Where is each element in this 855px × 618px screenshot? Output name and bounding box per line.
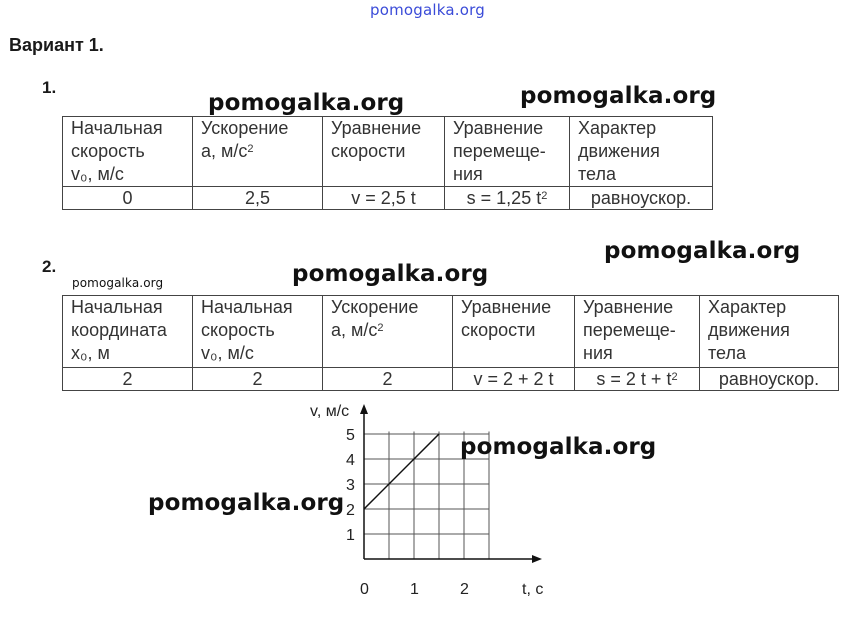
task1-header-a: Ускорение а, $м/с^2$	[193, 117, 323, 187]
x-axis-label: t, с	[522, 581, 544, 598]
watermark-3: pomogalka.org	[604, 238, 801, 264]
y-tick-label: 1	[346, 527, 355, 544]
watermark-5: pomogalka.org	[292, 261, 489, 287]
task2-header-a: Ускорение а, $м/с^2$	[323, 296, 453, 368]
y-axis-arrow	[360, 404, 368, 414]
watermark-1: pomogalka.org	[208, 90, 405, 116]
x-axis-arrow	[532, 555, 542, 563]
task1-value-v0: 0	[63, 187, 193, 210]
y-tick-label: 2	[346, 502, 355, 519]
watermark-2: pomogalka.org	[520, 83, 717, 109]
task2-header-v0: Начальная скорость v₀, м/с	[193, 296, 323, 368]
task1-value-row	[63, 187, 713, 210]
task2-number: 2.	[42, 257, 57, 276]
task2-value-velocity-eq: v = 2 + 2 t	[453, 368, 575, 391]
page-heading: Вариант 1.	[9, 35, 104, 55]
task2-value-x0: 2	[63, 368, 193, 391]
y-tick-label: 3	[346, 477, 355, 494]
task2-value-a: 2	[323, 368, 453, 391]
y-tick-label: 4	[346, 452, 355, 469]
x-tick-label: 0	[360, 581, 369, 598]
series-line	[364, 434, 439, 509]
task1-header-velocity-eq: Уравнение скорости	[323, 117, 445, 187]
task2-header-x0: Начальная координата x₀, м	[63, 296, 193, 368]
task2-value-displacement-eq: s = 2 $t + t^2$	[575, 368, 700, 391]
task2-value-row	[63, 368, 839, 391]
task2-value-v0: 2	[193, 368, 323, 391]
task2-header-velocity-eq: Уравнение скорости	[453, 296, 575, 368]
task2-header-row	[63, 296, 839, 368]
task1-header-v0: Начальная скорость v₀, м/с	[63, 117, 193, 187]
task1-header-row	[63, 117, 713, 187]
watermark-4: pomogalka.org	[72, 276, 164, 290]
task1-header-motion: Характер движения тела	[570, 117, 713, 187]
task2-header-motion: Характер движения тела	[700, 296, 839, 368]
task2-table	[62, 295, 839, 391]
watermark-7: pomogalka.org	[148, 490, 345, 516]
watermark-6: pomogalka.org	[460, 434, 657, 460]
task2-header-displacement-eq: Уравнение перемеще- ния	[575, 296, 700, 368]
top-watermark: pomogalka.org	[370, 1, 485, 19]
x-tick-label: 1	[410, 581, 419, 598]
task1-header-displacement-eq: Уравнение перемеще- ния	[445, 117, 570, 187]
y-axis-label: v, м/с	[310, 403, 350, 420]
task1-number: 1.	[42, 78, 57, 97]
task1-value-displacement-eq: s = 1,25 $t^2$	[445, 187, 570, 210]
task2-value-motion: равноускор.	[700, 368, 839, 391]
task1-value-motion: равноускор.	[570, 187, 713, 210]
task1-value-velocity-eq: v = 2,5 t	[323, 187, 445, 210]
y-tick-label: 5	[346, 427, 355, 444]
x-tick-label: 2	[460, 581, 469, 598]
task1-table	[62, 116, 713, 210]
chart-series	[364, 434, 439, 509]
task1-value-a: 2,5	[193, 187, 323, 210]
